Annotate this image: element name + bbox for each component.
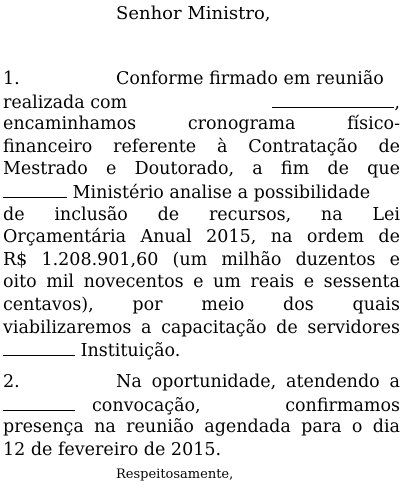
paragraph-1-text-6: Ministério analise a possibilidade	[72, 182, 371, 203]
paragraph-1-line-13	[3, 339, 400, 362]
paragraph-2-text-2: convocação, confirmamos	[92, 395, 400, 416]
paragraph-2-line-3: presença na reunião agendada para o dia	[3, 417, 400, 438]
paragraph-1-text-1: Conforme firmado em reunião	[116, 69, 384, 89]
paragraph-1	[3, 68, 400, 362]
paragraph-1-text-2b: ,	[394, 92, 400, 113]
salutation: Senhor Ministro,	[116, 3, 271, 24]
paragraph-1-line-1	[3, 68, 400, 91]
paragraph-2-number: 2.	[3, 372, 20, 392]
blank-line-field	[272, 91, 394, 108]
paragraph-1-line-7: de inclusão de recursos, na Lei	[3, 204, 400, 225]
closing-phrase: Respeitosamente,	[116, 467, 234, 482]
paragraph-1-line-9: R$ 1.208.901,60 (um milhão duzentos e	[3, 249, 400, 270]
paragraph-2-line-4: 12 de fevereiro de 2015.	[3, 439, 222, 460]
paragraph-2-line-1	[3, 371, 400, 394]
paragraph-1-line-8: Orçamentária Anual 2015, na ordem de	[3, 227, 400, 248]
paragraph-1-line-11: centavos), por meio dos quais	[3, 294, 400, 315]
blank-line-field	[3, 339, 75, 356]
blank-line-field	[3, 181, 67, 198]
paragraph-1-line-2	[3, 91, 400, 114]
paragraph-1-text-13: Instituição.	[80, 341, 181, 362]
paragraph-1-line-3: encaminhamos cronograma físico-	[3, 114, 400, 135]
paragraph-2-text-1: Na oportunidade, atendendo a	[116, 372, 400, 392]
paragraph-1-line-4: financeiro referente à Contratação de	[3, 136, 400, 157]
paragraph-1-line-5: Mestrado e Doutorado, a fim de que	[3, 159, 400, 180]
paragraph-1-number: 1.	[3, 69, 20, 89]
paragraph-1-text-2a: realizada com	[3, 92, 128, 113]
paragraph-2	[3, 371, 400, 461]
paragraph-1-line-12: viabilizaremos a capacitação de servidores	[3, 317, 400, 338]
paragraph-1-line-6	[3, 181, 400, 204]
paragraph-1-line-10: oito mil novecentos e um reais e sessenta	[3, 272, 400, 293]
paragraph-2-line-2	[3, 394, 400, 417]
blank-line-field	[3, 394, 75, 411]
